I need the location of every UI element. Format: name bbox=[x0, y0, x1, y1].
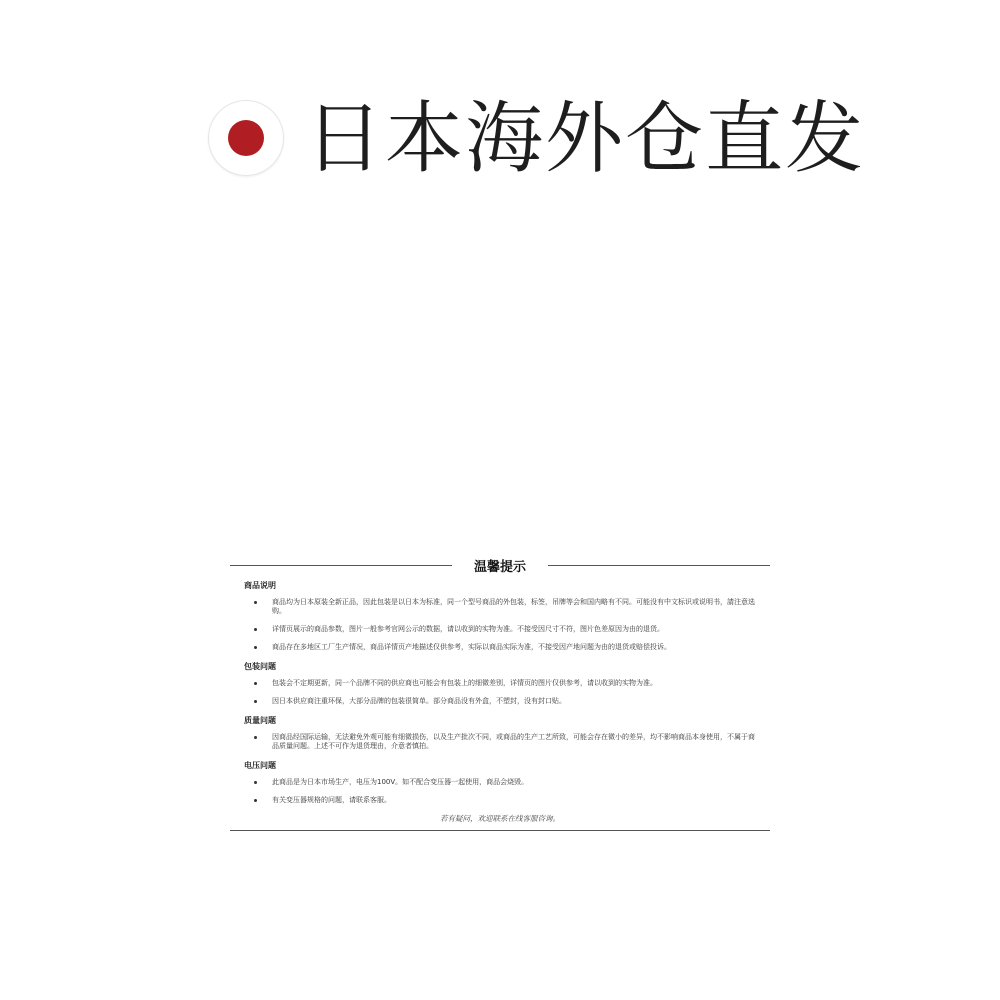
list-item: 有关变压器规格的问题，请联系客服。 bbox=[244, 796, 756, 805]
list-item: 因商品经国际运输，无法避免外观可能有细微损伤，以及生产批次不同，或商品的生产工艺所致，可能会存在微小的差异，均不影响商品本身使用，不属于商品质量问题。上述不可作为退货理由，介意者慎拍。 bbox=[244, 733, 756, 751]
section-product-description bbox=[244, 580, 756, 652]
list-item: 包装会不定期更新，同一个品牌不同的供应商也可能会有包装上的细微差别，详情页的图片仅供参考，请以收到的实物为准。 bbox=[244, 679, 756, 688]
header-rule-right bbox=[548, 565, 770, 566]
section-heading: 电压问题 bbox=[244, 761, 276, 770]
list-item: 商品存在多地区工厂生产情况，商品详情页产地描述仅供参考，实际以商品实际为准，不接受因产地问题为由的退货或赔偿投诉。 bbox=[244, 643, 756, 652]
notice-title: 温馨提示 bbox=[473, 560, 526, 575]
bullet-list bbox=[244, 733, 756, 751]
footer-rule bbox=[230, 830, 770, 831]
section-voltage bbox=[244, 760, 756, 805]
bullet-list bbox=[244, 679, 756, 706]
section-heading: 质量问题 bbox=[244, 716, 276, 725]
section-quality bbox=[244, 715, 756, 751]
list-item: 因日本供应商注重环保，大部分品牌的包装很简单。部分商品没有外盒，不塑封，没有封口贴。 bbox=[244, 697, 756, 706]
section-heading: 包装问题 bbox=[244, 662, 276, 671]
notice-footer: 若有疑问，欢迎联系在线客服咨询。 bbox=[440, 814, 560, 823]
list-item: 此商品是为日本市场生产，电压为100V。如不配合变压器一起使用，商品会烧毁。 bbox=[244, 778, 756, 787]
japan-flag-icon bbox=[209, 101, 283, 175]
notice-sections bbox=[230, 580, 770, 805]
notice-panel bbox=[230, 553, 770, 831]
bullet-list bbox=[244, 778, 756, 805]
banner bbox=[0, 95, 1000, 185]
flag-red-circle bbox=[228, 120, 264, 156]
bullet-list bbox=[244, 598, 756, 652]
section-heading: 商品说明 bbox=[244, 581, 276, 590]
banner-title: 日本海外仓直发 bbox=[305, 94, 866, 184]
notice-header bbox=[230, 553, 770, 577]
section-packaging bbox=[244, 661, 756, 706]
list-item: 商品均为日本原装全新正品，因此包装是以日本为标准，同一个型号商品的外包装，标签，吊牌等会和国内略有不同。可能没有中文标识或说明书，請注意选购。 bbox=[244, 598, 756, 616]
list-item: 详情页展示的商品参数，图片一般参考官网公示的数据，请以收到的实物为准。不接受因尺寸不符，图片色差原因为由的退货。 bbox=[244, 625, 756, 634]
